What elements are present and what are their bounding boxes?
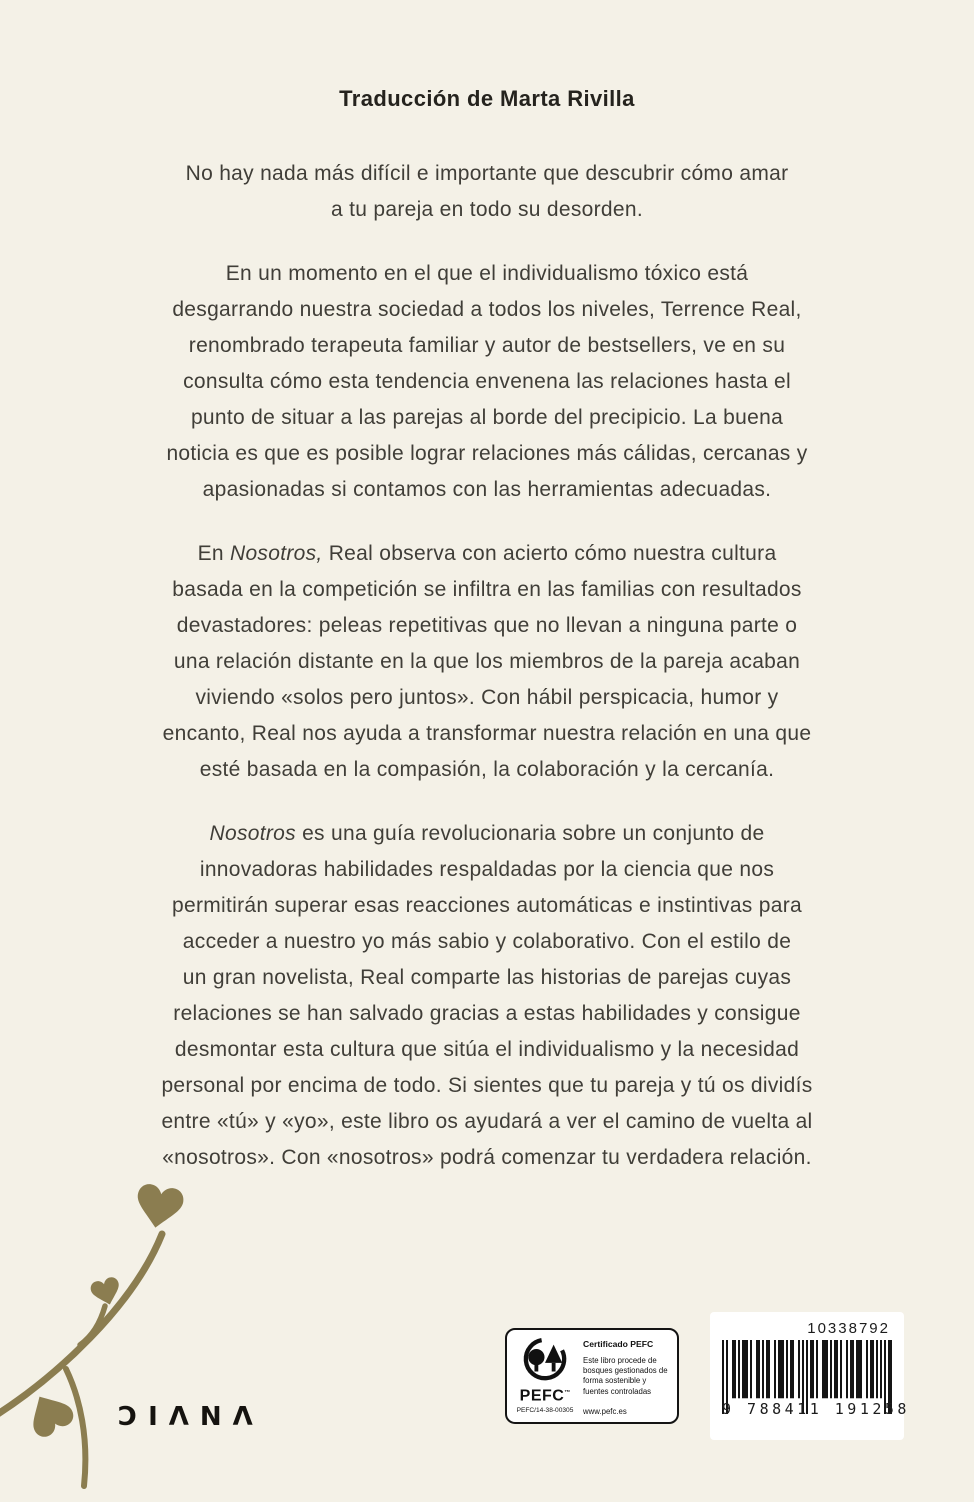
text-line: una relación distante en la que los miembros de la pareja acaban (173, 650, 801, 673)
text-line: relaciones se han salvado gracias a estas habilidades y consigue (173, 1002, 801, 1025)
synopsis-paragraph (67, 816, 907, 1176)
text-line: un gran novelista, Real comparte las historias de parejas cuyas (182, 966, 792, 989)
text-line: entre «tú» y «yo», este libro os ayudará a ver el camino de vuelta al (161, 1110, 813, 1133)
text-line: innovadoras habilidades respaldadas por la ciencia que nos (199, 858, 775, 881)
synopsis (67, 156, 907, 1176)
heart-leaf-icon (133, 1182, 186, 1231)
barcode-label (710, 1312, 910, 1440)
text-line: «nosotros». Con «nosotros» podrá comenzar tu verdadera relación. (162, 1146, 812, 1169)
text-line: consulta cómo esta tendencia envenena las relaciones hasta el (183, 370, 791, 393)
text-line: apasionadas si contamos con las herramientas adecuadas. (202, 478, 772, 501)
text-line: a tu pareja en todo su desorden. (331, 198, 643, 221)
synopsis-paragraph (67, 156, 907, 228)
text-line: Nosotros es una guía revolucionaria sobre un conjunto de (209, 822, 765, 845)
barcode-isbn: 9 788411 191258 (722, 1400, 910, 1418)
text-line: devastadores: peleas repetitivas que no llevan a ninguna parte o (176, 614, 798, 637)
text-line: basada en la competición se infiltra en las familias con resultados (172, 578, 802, 601)
text-line: esté basada en la compasión, la colaboración y la cercanía. (199, 758, 775, 781)
pefc-certification-box (505, 1328, 679, 1424)
pefc-left-column (515, 1337, 575, 1416)
text-line: No hay nada más difícil e importante que descubrir cómo amar (185, 162, 789, 185)
text-line: encanto, Real nos ayuda a transformar nuestra relación en una que (162, 722, 812, 745)
text-line: personal por encima de todo. Si sientes que tu pareja y tú os dividís (161, 1074, 813, 1097)
text-line: permitirán superar esas reacciones automáticas e instintivas para (172, 894, 802, 917)
text-line: renombrado terapeuta familiar y autor de bestsellers, ve en su (188, 334, 786, 357)
text-line: En un momento en el que el individualismo tóxico está (225, 262, 749, 285)
pefc-right-column (575, 1337, 669, 1416)
trademark-symbol: ™ (564, 1390, 571, 1396)
text-line: viviendo «solos pero juntos». Con hábil perspicacia, humor y (195, 686, 779, 709)
text-line: punto de situar a las parejas al borde del precipicio. La buena (190, 406, 784, 429)
barcode-top-number: 10338792 (807, 1320, 890, 1337)
publisher-logo: ƆIΛNΛ (118, 1402, 264, 1432)
synopsis-paragraph (67, 536, 907, 788)
pefc-logo-icon (522, 1337, 568, 1383)
pefc-logo-text: PEFC™ (519, 1387, 571, 1405)
text-line: En Nosotros, Real observa con acierto cómo nuestra cultura (197, 542, 777, 565)
translator-credit: Traducción de Marta Rivilla (339, 86, 635, 111)
text-line: desmontar esta cultura que sitúa el individualismo y la necesidad (174, 1038, 800, 1061)
heart-branch-illustration (0, 1182, 211, 1502)
synopsis-paragraph (67, 256, 907, 508)
pefc-cert-title: Certificado PEFC (583, 1339, 654, 1349)
text-line: acceder a nuestro yo más sabio y colaborativo. Con el estilo de (182, 930, 792, 953)
text-line: desgarrando nuestra sociedad a todos los niveles, Terrence Real, (172, 298, 802, 321)
pefc-cert-description: Este libro procede de bosques gestionados de forma sostenible y fuentes controladas (583, 1356, 668, 1396)
pefc-website: www.pefc.es (583, 1407, 627, 1416)
text-line: noticia es que es posible lograr relaciones más cálidas, cercanas y (166, 442, 808, 465)
pefc-license-code: PEFC/14-38-00305 (516, 1407, 574, 1415)
